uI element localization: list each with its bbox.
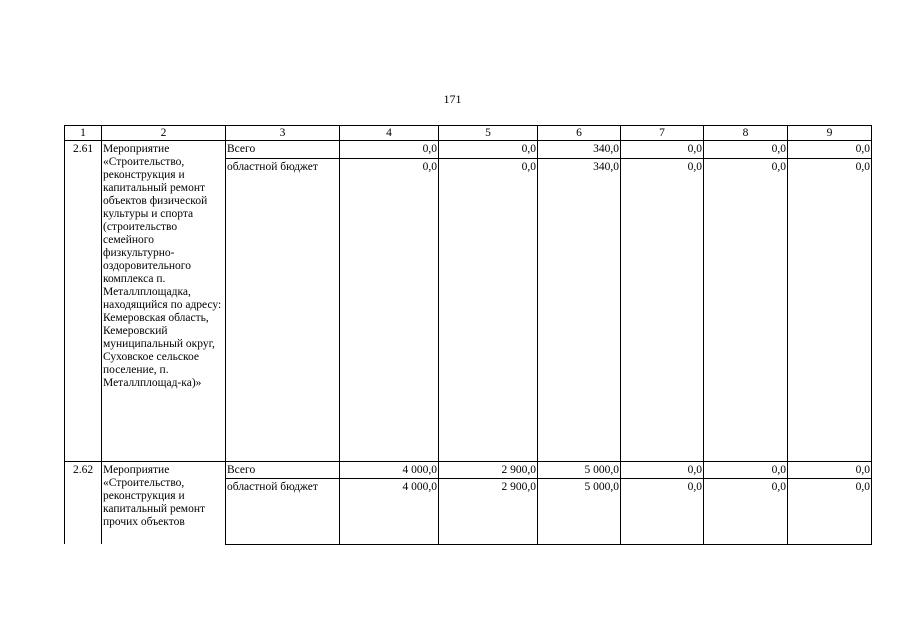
funding-source: областной бюджет: [226, 158, 340, 175]
column-header: 2: [102, 126, 226, 141]
value-cell: 0,0: [788, 158, 872, 175]
value-cell: 4 000,0: [340, 462, 439, 479]
column-header: 6: [538, 126, 621, 141]
value-cell: 340,0: [538, 141, 621, 159]
row-number: 2.62: [65, 462, 102, 545]
table-header-row: [65, 126, 872, 141]
value-cell: 4 000,0: [340, 479, 439, 496]
activity-name: Мероприятие «Строительство, реконструкция и капитальный ремонт прочих объектов: [102, 462, 226, 545]
value-cell: 5 000,0: [538, 479, 621, 496]
value-cell: 0,0: [704, 462, 788, 479]
value-cell: 0,0: [439, 141, 538, 159]
column-header: 7: [621, 126, 704, 141]
value-cell: 0,0: [788, 462, 872, 479]
row-number: 2.61: [65, 141, 102, 462]
value-cell: 0,0: [439, 158, 538, 175]
column-header: 8: [704, 126, 788, 141]
value-cell: 0,0: [704, 141, 788, 159]
value-cell: 0,0: [704, 158, 788, 175]
value-cell: 0,0: [704, 479, 788, 496]
value-cell: 5 000,0: [538, 462, 621, 479]
column-header: 1: [65, 126, 102, 141]
column-header: 3: [226, 126, 340, 141]
value-cell: 0,0: [621, 141, 704, 159]
funding-source: Всего: [226, 141, 340, 159]
table-row: [65, 141, 872, 159]
value-cell: 0,0: [788, 141, 872, 159]
value-cell: 0,0: [340, 141, 439, 159]
value-cell: 0,0: [340, 158, 439, 175]
value-cell: 340,0: [538, 158, 621, 175]
value-cell: 2 900,0: [439, 462, 538, 479]
value-cell: 0,0: [621, 462, 704, 479]
column-header: 9: [788, 126, 872, 141]
column-header: 5: [439, 126, 538, 141]
budget-table: [64, 125, 872, 545]
page-number: 171: [443, 92, 462, 106]
value-cell: 0,0: [621, 158, 704, 175]
funding-source: областной бюджет: [226, 479, 340, 496]
value-cell: 0,0: [788, 479, 872, 496]
column-header: 4: [340, 126, 439, 141]
table-row: [65, 462, 872, 479]
activity-name: Мероприятие «Строительство, реконструкция и капитальный ремонт объектов физической культуры и спорта (строительство семейного физкультурно-оздоровительного комплекса п. Металлплощадка, находящийся по адресу: Кемеровская область, Кемеровский муниципальный округ, Суховское сельское поселение, п. Металлплощад-ка)»: [102, 141, 226, 462]
value-cell: 2 900,0: [439, 479, 538, 496]
funding-source: Всего: [226, 462, 340, 479]
value-cell: 0,0: [621, 479, 704, 496]
